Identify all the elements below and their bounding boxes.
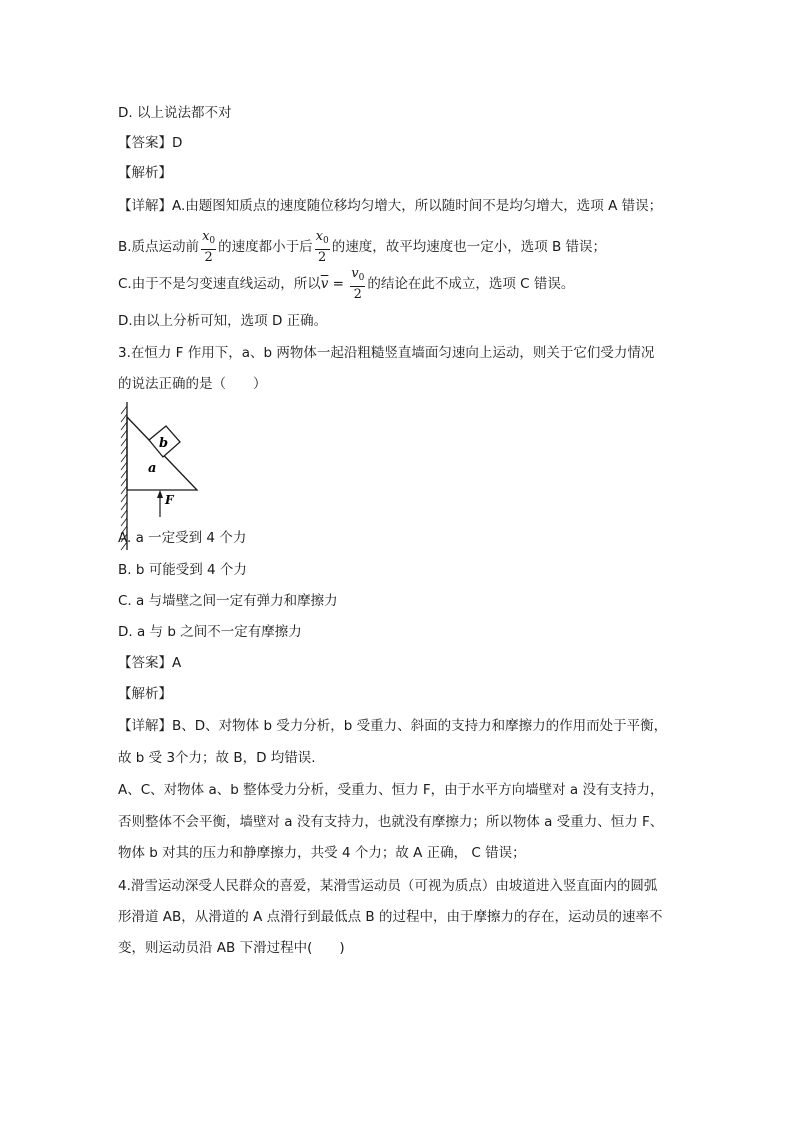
- question-4-stem-line-1: 4.滑雪运动深受人民群众的喜爱，某滑雪运动员（可视为质点）由坡道进入竖直面内的圆弧: [118, 878, 658, 894]
- option-d-previous: D. 以上说法都不对: [118, 105, 232, 121]
- question-3-stem-line-2: 的说法正确的是（ ）: [118, 376, 267, 392]
- frac-denominator: 2: [353, 287, 362, 302]
- text-segment: B.质点运动前: [118, 239, 200, 255]
- question-4-stem-line-3: 变，则运动员沿 AB 下滑过程中( ): [118, 940, 345, 956]
- text-segment: C.由于不是匀变速直线运动，所以: [118, 276, 321, 292]
- fraction-x0-over-2: [201, 229, 216, 265]
- frac-subscript: 0: [322, 236, 329, 246]
- fraction-v0-over-2: [350, 266, 365, 302]
- detail-q3-line-5: 物体 b 对其的压力和静摩擦力，共受 4 个力；故 A 正确， C 错误；: [118, 845, 526, 861]
- frac-numerator: v: [351, 266, 359, 281]
- answer-previous: 【答案】D: [118, 135, 183, 151]
- detail-previous-line-1: 【详解】A.由题图知质点的速度随位移均匀增大，所以随时间不是均匀增大，选项 A 错误；: [118, 198, 663, 214]
- detail-previous-line-4: D.由以上分析可知，选项 D 正确。: [118, 313, 328, 329]
- label-a: a: [148, 461, 157, 476]
- label-F: F: [165, 493, 174, 507]
- frac-numerator: x: [202, 229, 210, 244]
- label-b: b: [159, 436, 169, 451]
- detail-q3-line-1: 【详解】B、D、对物体 b 受力分析，b 受重力、斜面的支持力和摩擦力的作用而处于平衡，: [118, 718, 668, 734]
- question-3-option-d: D. a 与 b 之间不一定有摩擦力: [118, 624, 302, 640]
- detail-previous-line-3: [118, 266, 574, 302]
- question-3-option-c: C. a 与墙壁之间一定有弹力和摩擦力: [118, 593, 338, 609]
- frac-subscript: 0: [358, 273, 365, 283]
- text-segment: 的速度都小于后: [218, 239, 313, 255]
- analysis-label: 解析: [131, 165, 159, 181]
- fraction-x0-over-2: [315, 229, 330, 265]
- text-segment: 的结论在此不成立，选项 C 错误。: [367, 276, 575, 292]
- answer-question-3: 【答案】A: [118, 655, 182, 671]
- detail-previous-line-2: [118, 229, 606, 265]
- question-3-option-b: B. b 可能受到 4 个力: [118, 562, 247, 578]
- analysis-label: 解析: [131, 686, 159, 702]
- frac-numerator: x: [315, 229, 323, 244]
- analysis-heading-previous: 【解析】: [118, 165, 172, 181]
- frac-denominator: 2: [204, 250, 213, 265]
- frac-denominator: 2: [318, 250, 327, 265]
- frac-subscript: 0: [209, 236, 216, 246]
- question-3-option-a: A. a 一定受到 4 个力: [118, 530, 247, 546]
- question-4-stem-line-2: 形滑道 AB，从滑道的 A 点滑行到最低点 B 的过程中，由于摩擦力的存在，运动员的速率不: [118, 909, 663, 925]
- analysis-heading-question-3: 【解析】: [118, 686, 172, 702]
- equals-sign: =: [328, 276, 349, 292]
- detail-q3-line-3: A、C、对物体 a、b 整体受力分析，受重力、恒力 F，由于水平方向墙壁对 a 没有支持力，: [118, 782, 664, 798]
- force-arrow-head: [157, 490, 163, 498]
- detail-q3-line-4: 否则整体不会平衡，墙壁对 a 没有支持力，也就没有摩擦力；所以物体 a 受重力、恒力 F、: [118, 814, 664, 830]
- average-velocity-symbol: $\overline{v}$: [320, 276, 329, 292]
- question-3-stem-line-1: 3.在恒力 F 作用下，a、b 两物体一起沿粗糙竖直墙面匀速向上运动，则关于它们受力情况: [118, 345, 655, 361]
- text-segment: 的速度，故平均速度也一定小，选项 B 错误；: [331, 239, 607, 255]
- detail-q3-line-2: 故 b 受 3个力；故 B，D 均错误.: [118, 750, 316, 766]
